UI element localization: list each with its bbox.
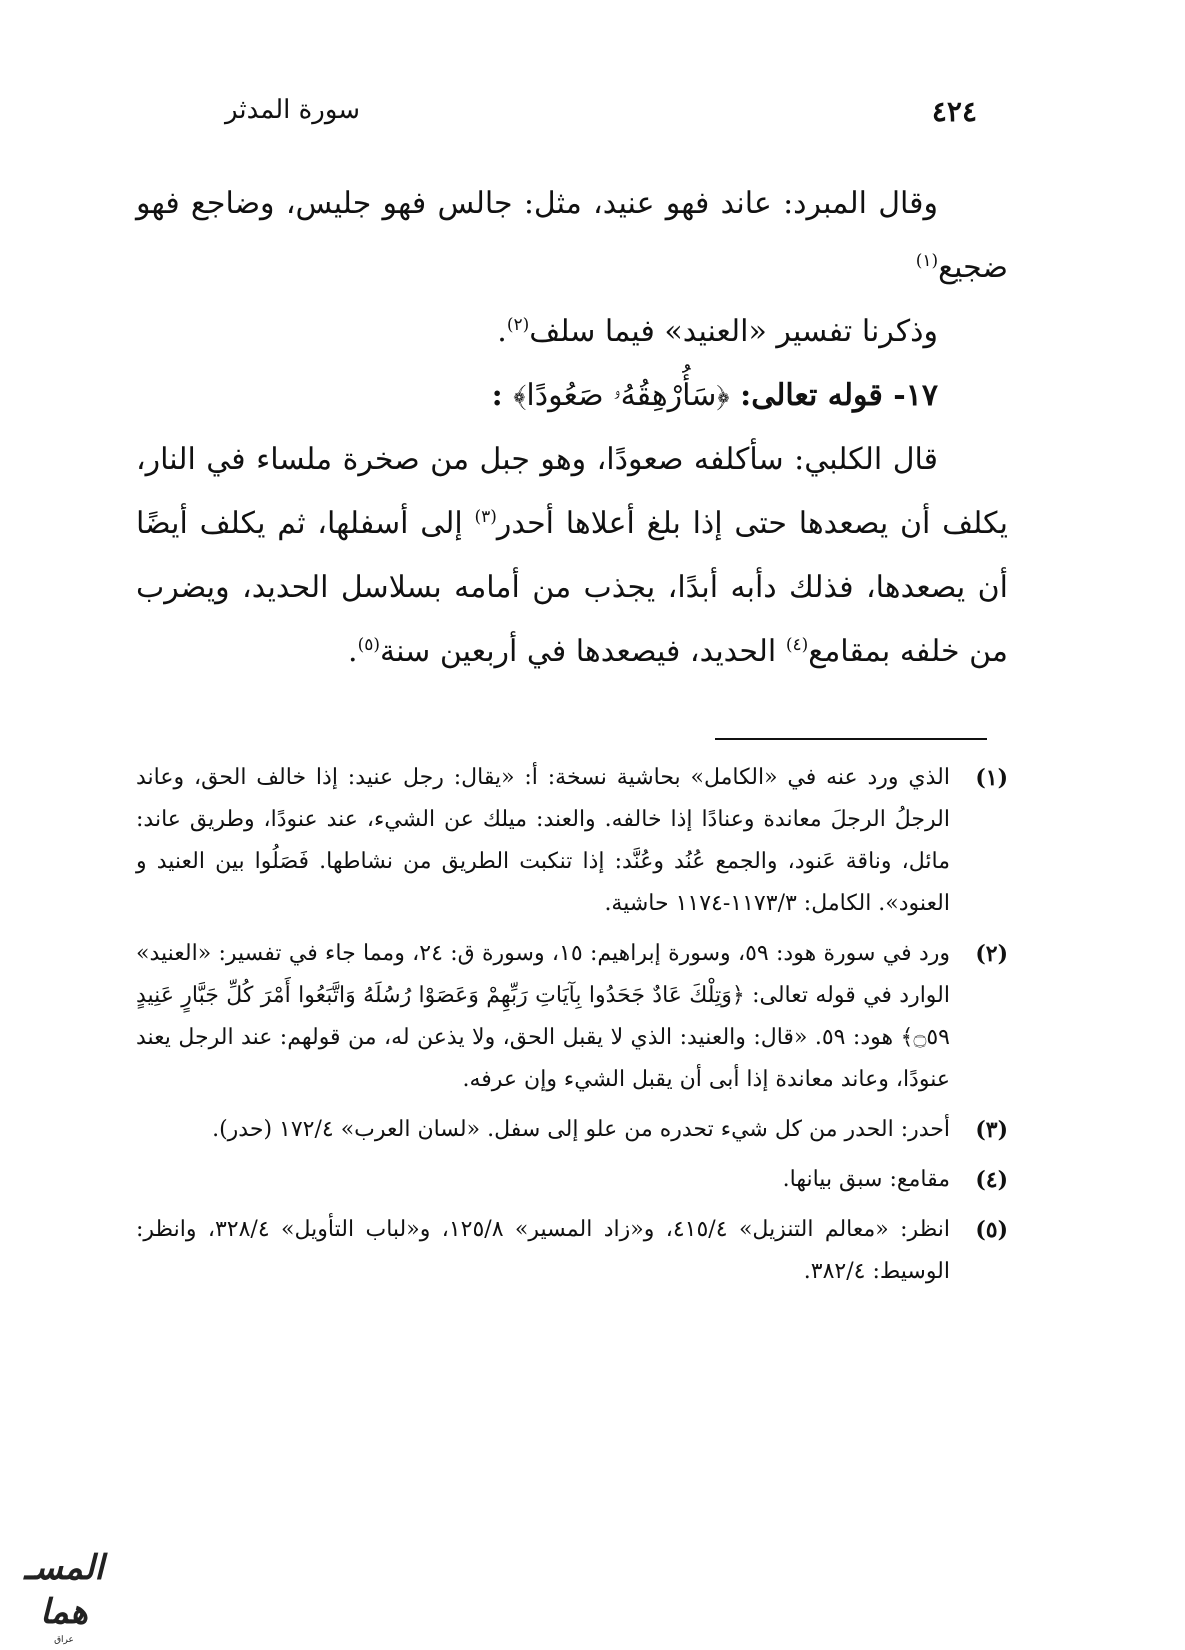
footnote-divider — [715, 738, 987, 740]
page-header — [225, 95, 977, 141]
footnote-text: انظر: «معالم التنزيل» ٤١٥/٤، و«زاد المسير» ١٢٥/٨، و«لباب التأويل» ٣٢٨/٤، وانظر: الوسيط: ٣٨٢/٤. — [136, 1217, 950, 1284]
logo-text: المسـ هما — [24, 1548, 104, 1632]
logo-subtext: عراق — [54, 1635, 74, 1645]
page-number: ٤٢٤ — [931, 95, 977, 128]
footnote-ref: (١) — [915, 251, 939, 271]
footnote-number: (٣) — [975, 1117, 1008, 1143]
paragraph-kalbi: قال الكلبي: سأكلفه صعودًا، وهو جبل من صخرة ملساء في النار، يكلف أن يصعدها حتى إذا بلغ أعلاها أحدر$^{(٣)}$ إلى أسفلها، ثم يكلف أيضًا أن يصعدها، فذلك دأبه أبدًا، يجذب من أمامه بسلاسل الحديد، ويضرب من خلفه بمقامع$^{(٤)}$ الحديد، فيصعدها في أربعين سنة$^{(٥)}$. — [136, 442, 1008, 669]
footnotes — [136, 757, 1008, 1301]
footnote-number: (٢) — [975, 941, 1008, 967]
paragraph-anid: وذكرنا تفسير «العنيد» فيما سلف$^{(٢)}$. — [497, 314, 938, 349]
footnote-text: مقامع: سبق بيانها. — [782, 1167, 950, 1192]
footnote-number: (١) — [975, 765, 1008, 791]
surah-title: سورة المدثر — [225, 95, 361, 125]
publisher-logo-icon — [14, 1546, 114, 1645]
footnote-number: (٤) — [975, 1167, 1008, 1193]
quran-verse: ﴿سَأُرْهِقُهُۥ صَعُودًا﴾ — [513, 378, 730, 413]
main-text — [136, 172, 1008, 684]
footnote-3 — [136, 1109, 1008, 1151]
footnote-text: أحدر: الحدر من كل شيء تحدره من علو إلى سفل. «لسان العرب» ١٧٢/٤ (حدر). — [212, 1117, 950, 1142]
footnote-5 — [136, 1209, 1008, 1293]
footnote-2 — [136, 933, 1008, 1101]
footnote-number: (٥) — [975, 1217, 1008, 1243]
footnote-text: ورد في سورة هود: ٥٩، وسورة إبراهيم: ١٥، وسورة ق: ٢٤، ومما جاء في تفسير: «العنيد» الوارد في قوله تعالى: ﴿وَتِلْكَ عَادٌ جَحَدُوا بِآيَاتِ رَبِّهِمْ وَعَصَوْا رُسُلَهُ وَاتَّبَعُوا أَمْرَ كُلِّ جَبَّارٍ عَنِيدٍ ۝٥٩﴾ هود: ٥٩. «قال: والعنيد: الذي لا يقبل الحق، ولا يذعن له، من قولهم: عند الرجل يعند عنودًا، وعاند معاندة إذا أبى أن يقبل الشيء وإن عرفه. — [136, 941, 950, 1092]
footnote-text: الذي ورد عنه في «الكامل» بحاشية نسخة: أ: «يقال: رجل عنيد: إذا خالف الحق، وعاند الرجلُ الرجلَ معاندة وعنادًا إذا خالفه. والعند: ميلك عن الشيء، عند عنودًا، وطريق عاند: مائل، وناقة عَنود، والجمع عُنُد وعُنَّد: إذا تنكبت الطريق من نشاطها. فَصَلُوا بين العنيد و العنود». الكامل: ١١٧٣/٣-١١٧٤ حاشية. — [136, 765, 950, 916]
verse-heading: ١٧- قوله تعالى: ﴿سَأُرْهِقُهُۥ صَعُودًا﴾ : — [491, 378, 938, 413]
footnote-1 — [136, 757, 1008, 925]
footnote-ref: (٣) — [474, 507, 497, 527]
verse-label: ١٧- قوله تعالى: — [740, 378, 938, 413]
footnote-4 — [136, 1159, 1008, 1201]
footnote-ref: (٤) — [785, 635, 809, 655]
footnote-ref: (٢) — [506, 315, 530, 335]
paragraph-mubarrad: وقال المبرد: عاند فهو عنيد، مثل: جالس فهو جليس، وضاجع فهو ضجيع$^{(١)}$ — [136, 186, 1008, 285]
footnote-ref: (٥) — [357, 635, 381, 655]
